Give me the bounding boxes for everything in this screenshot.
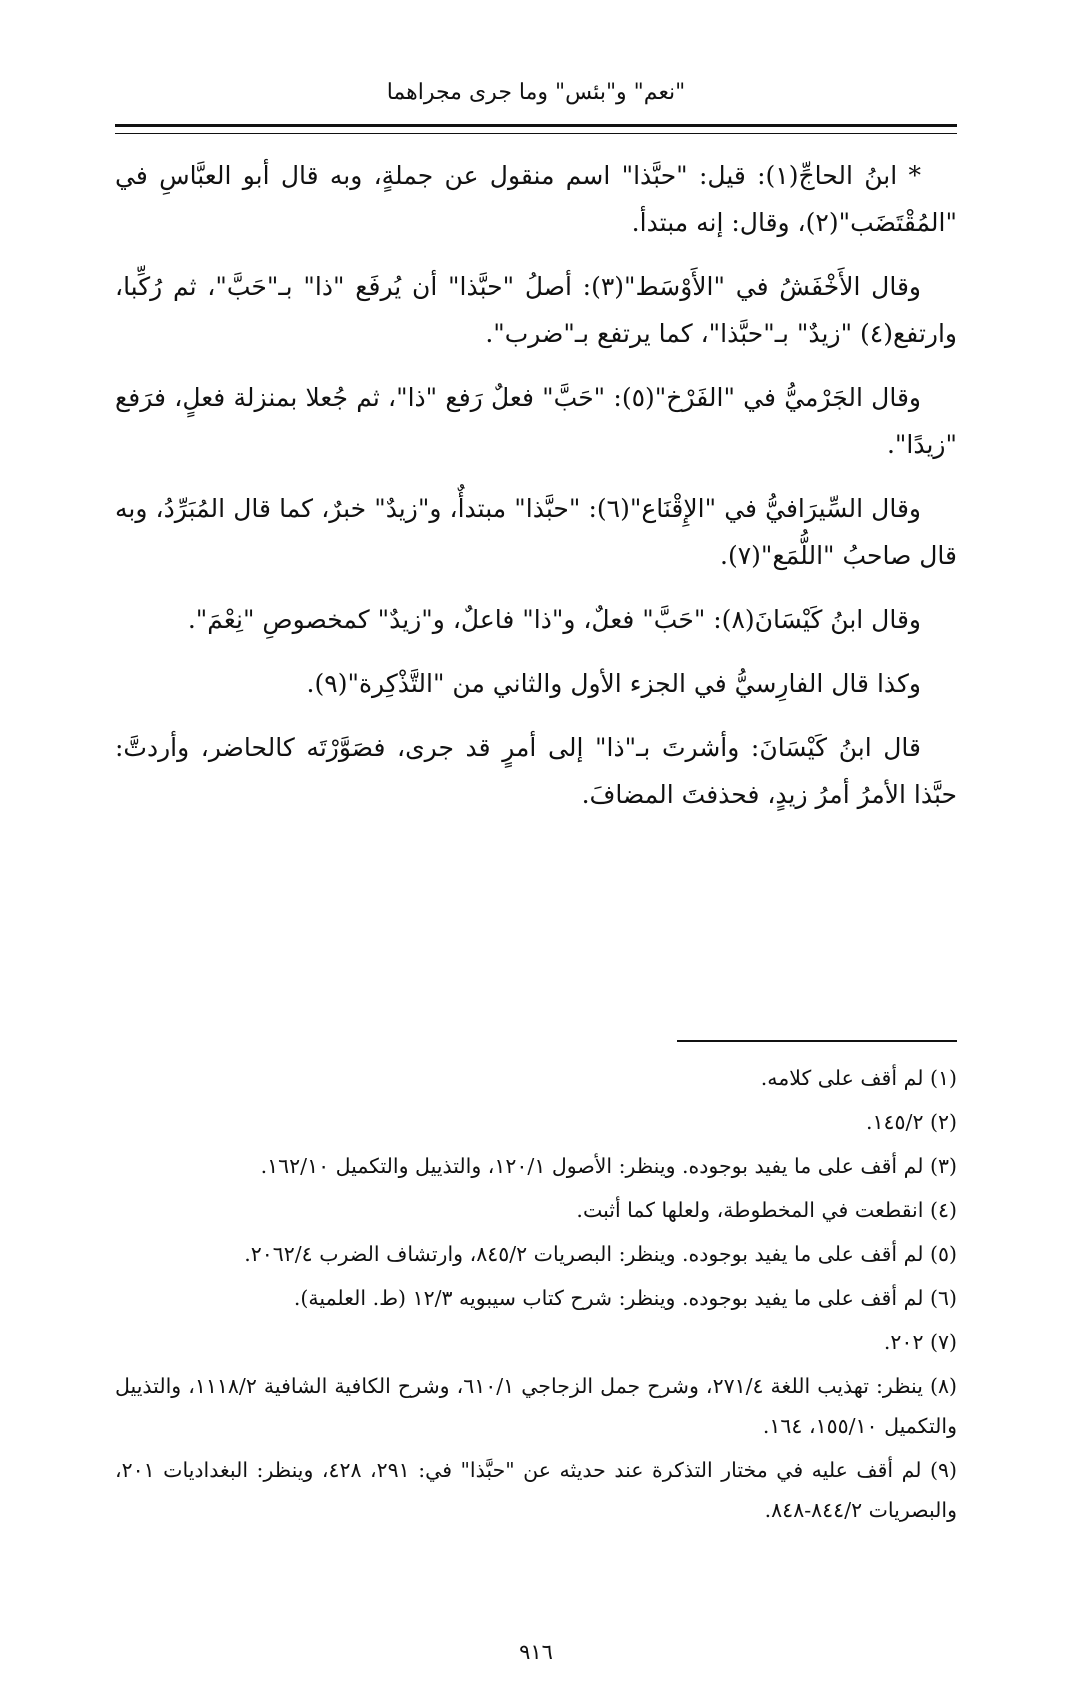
- paragraph: قال ابنُ كَيْسَانَ: وأشرتَ بـ"ذا" إلى أمرٍ قد جرى، فصَوَّرْتَه كالحاضر، وأردتَّ: حبَّذا الأمرُ أمرُ زيدٍ، فحذفتَ المضافَ.: [115, 733, 957, 809]
- paragraph: وقال ابنُ كَيْسَانَ(٨): "حَبَّ" فعلٌ، و"ذا" فاعلٌ، و"زيدٌ" كمخصوصِ "نِعْمَ".: [187, 605, 921, 634]
- paragraph: وقال السِّيرَافيُّ في "الإِقْنَاع"(٦): "حبَّذا" مبتدأٌ، و"زيدٌ" خبرٌ، كما قال المُبَرِّدُ، وبه قال صاحبُ "اللُّمَع"(٧).: [115, 494, 957, 570]
- footnote: (٦) لم أقف على ما يفيد بوجوده. وينظر: شرح كتاب سيبويه ١٢/٣ (ط. العلمية).: [293, 1286, 957, 1310]
- footnote: (٧) ٢٠٢.: [883, 1330, 957, 1354]
- paragraph: وقال الجَرْميُّ في "الفَرْخ"(٥): "حَبَّ" فعلٌ رَفع "ذا"، ثم جُعلا بمنزلة فعلٍ، فرَفع "زيدًا".: [115, 383, 957, 459]
- footnote: (٣) لم أقف على ما يفيد بوجوده. وينظر: الأصول ١٢٠/١، والتذييل والتكميل ١٦٢/١٠.: [260, 1154, 957, 1178]
- footnote: (٥) لم أقف على ما يفيد بوجوده. وينظر: البصريات ٨٤٥/٢، وارتشاف الضرب ٢٠٦٢/٤.: [244, 1242, 957, 1266]
- footnote-separator: [677, 1040, 957, 1042]
- paragraph: وقال الأَخْفَشُ في "الأَوْسَط"(٣): أصلُ "حبَّذا" أن يُرفَع "ذا" بـ"حَبَّ"، ثم رُكِّبا، وارتفع(٤) "زيدٌ" بـ"حبَّذا"، كما يرتفع بـ"ضرب".: [115, 272, 957, 348]
- paragraph: وكذا قال الفارِسيُّ في الجزء الأول والثاني من "التَّذْكِرة"(٩).: [306, 669, 921, 698]
- main-text: [115, 152, 957, 835]
- page-number: ٩١٦: [519, 1640, 553, 1664]
- footnote: (١) لم أقف على كلامه.: [760, 1066, 957, 1090]
- footnote: (٨) ينظر: تهذيب اللغة ٢٧١/٤، وشرح جمل الزجاجي ٦١٠/١، وشرح الكافية الشافية ١١١٨/٢، والتذييل والتكميل ١٥٥/١٠، ١٦٤.: [115, 1374, 957, 1438]
- footnote: (٤) انقطعت في المخطوطة، ولعلها كما أثبت.: [576, 1198, 957, 1222]
- header-rule-thin: [115, 133, 957, 134]
- footnote: (٩) لم أقف عليه في مختار التذكرة عند حديثه عن "حبَّذا" في: ٢٩١، ٤٢٨، وينظر: البغداديات ٢٠١، والبصريات ٨٤٤/٢-٨٤٨.: [115, 1458, 957, 1522]
- header-rule-thick: [115, 124, 957, 127]
- footnotes: [115, 1058, 957, 1534]
- footnote: (٢) ١٤٥/٢.: [865, 1110, 957, 1134]
- running-header: "نعم" و"بئس" وما جرى مجراهما: [386, 80, 686, 105]
- paragraph: * ابنُ الحاجِّ(١): قيل: "حبَّذا" اسم منقول عن جملةٍ، وبه قال أبو العبَّاسِ في "المُقْتَضَب"(٢)، وقال: إنه مبتدأ.: [115, 161, 957, 237]
